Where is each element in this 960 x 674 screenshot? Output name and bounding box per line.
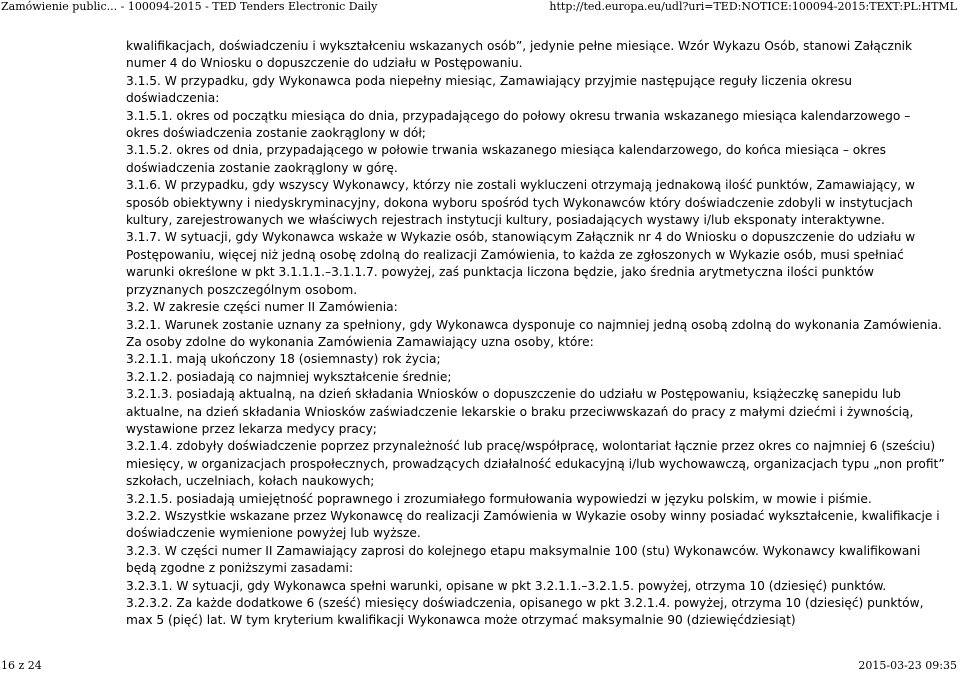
print-datetime: 2015-03-23 09:35	[858, 659, 957, 672]
page-title: Zamówienie public... - 100094-2015 - TED Tenders Electronic Daily	[1, 0, 378, 13]
paragraph: 3.2.3. W części numer II Zamawiający zaprosi do kolejnego etapu maksymalnie 100 (stu) Wykonawców. Wykonawcy kwalifikowani będą zgodne z poniższymi zasadami:	[126, 543, 921, 576]
paragraph: 3.2.3.2. Za każde dodatkowe 6 (sześć) miesięcy doświadczenia, opisanego w pkt 3.2.1.4. powyżej, otrzyma 10 (dziesięć) punktów, max 5 (pięć) lat. W tym kryterium kwalifikacji Wykonawca może otrzymać maksymalnie 90 (dziewięćdziesiąt)	[126, 596, 924, 628]
document-body	[126, 38, 946, 630]
paragraph: 3.1.5. W przypadku, gdy Wykonawca poda niepełny miesiąc, Zamawiający przyjmie następujące reguły liczenia okresu doświadczenia:	[126, 73, 852, 106]
paragraph: kwalifikacjach, doświadczeniu i wykształceniu wskazanych osób”, jedynie pełne miesiące. Wzór Wykazu Osób, stanowi Załącznik numer 4 do Wniosku o dopuszczenie do udziału w Postępowaniu.	[126, 39, 913, 71]
paragraph: 3.1.5.2. okres od dnia, przypadającego w połowie trwania wskazanego miesiąca kalendarzowego, do końca miesiąca – okres doświadczenia zostanie zaokrąglony w górę.	[126, 143, 886, 175]
paragraph: 3.2.1.3. posiadają aktualną, na dzień składania Wniosków o dopuszczenie do udziału w Postępowaniu, książeczkę sanepidu lub aktualne, na dzień składania Wniosków zaświadczenie lekarskie o braku przeciwwskazań do pracy z małymi dziećmi i żywnością, wystawione przez lekarza medycy pracy;	[126, 387, 914, 436]
paragraph: 3.1.7. W sytuacji, gdy Wykonawca wskaże w Wykazie osób, stanowiącym Załącznik nr 4 do Wniosku o dopuszczenie do udziału w Postępowaniu, więcej niż jedną osobę zdolną do realizacji Zamówienia, to każda ze zgłoszonych w Wykazie osób, musi spełniać warunki określone w pkt 3.1.1.1.–3.1.1.7. powyżej, zaś punktacja liczona będzie, jako średnia arytmetyczna ilości punktów przyznanych poszczególnym osobom.	[126, 230, 916, 297]
paragraph: 3.2.1.5. posiadają umiejętność poprawnego i zrozumiałego formułowania wypowiedzi w języku polskim, w mowie i piśmie.	[126, 491, 872, 506]
print-footer	[0, 658, 960, 674]
paragraph: 3.2.1.4. zdobyły doświadczenie poprzez przynależność lub pracę/współpracę, wolontariat łącznie przez okres co najmniej 6 (sześciu) miesięcy, w organizacjach prospołecznych, prowadzących działalność edukacyjną i/lub wychowawczą, organizacjach typu „non profit” szkołach, uczelniach, kołach naukowych;	[126, 439, 945, 489]
print-header	[0, 0, 960, 16]
paragraph: 3.1.5.1. okres od początku miesiąca do dnia, przypadającego do połowy okresu trwania wskazanego miesiąca kalendarzowego – okres doświadczenia zostanie zaokrąglony w dół;	[126, 108, 911, 141]
paragraph: 3.2. W zakresie części numer II Zamówienia:	[126, 300, 398, 315]
paragraph: 3.2.1.2. posiadają co najmniej wykształcenie średnie;	[126, 369, 452, 384]
paragraph: 3.2.3.1. W sytuacji, gdy Wykonawca spełni warunki, opisane w pkt 3.2.1.1.–3.2.1.5. powyżej, otrzyma 10 (dziesięć) punktów.	[126, 578, 887, 593]
page-number: 16 z 24	[1, 659, 42, 672]
paragraph: 3.2.1.1. mają ukończony 18 (osiemnasty) rok życia;	[126, 352, 441, 367]
paragraph: 3.2.2. Wszystkie wskazane przez Wykonawcę do realizacji Zamówienia w Wykazie osoby winny posiadać wykształcenie, kwalifikacje i doświadczenie wymienione powyżej lub wyższe.	[126, 508, 940, 541]
paragraph: Za osoby zdolne do wykonania Zamówienia Zamawiający uzna osoby, które:	[126, 334, 594, 349]
page-url: http://ted.europa.eu/udl?uri=TED:NOTICE:100094-2015:TEXT:PL:HTML	[549, 0, 957, 13]
paragraph: 3.1.6. W przypadku, gdy wszyscy Wykonawcy, którzy nie zostali wykluczeni otrzymają jednakową ilość punktów, Zamawiający, w sposób obiektywny i niedyskryminacyjny, dokona wyboru spośród tych Wykonawców który doświadczenie zdobyli w instytucjach kultury, zarejestrowanych we właściwych rejestrach instytucji kultury, posiadających wystawy i/lub eksponaty interaktywne.	[126, 178, 915, 228]
paragraph: 3.2.1. Warunek zostanie uznany za spełniony, gdy Wykonawca dysponuje co najmniej jedną osobą zdolną do wykonania Zamówienia.	[126, 317, 942, 332]
